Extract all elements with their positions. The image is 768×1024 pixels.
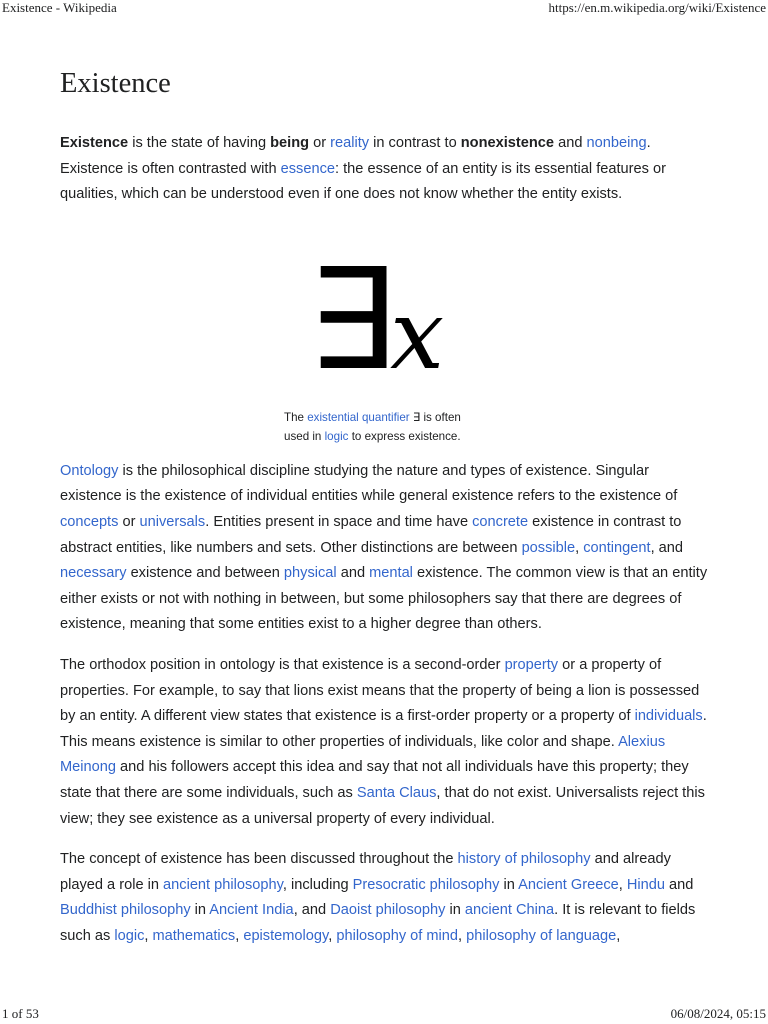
text-run: , including — [282, 876, 353, 893]
text-run: in — [499, 876, 519, 893]
text-run: and — [336, 565, 370, 582]
text-run: is the state of having — [128, 135, 271, 151]
link-concrete[interactable]: concrete — [472, 513, 529, 530]
link-ancient-philosophy[interactable]: ancient philosophy — [163, 876, 283, 893]
text-run: to express existence. — [348, 429, 461, 443]
text-run: existence. The common view is that an entity either exists or not with nothing in between, but some philosophers say that there are degrees of existence, meaning that some entities exist to a higher degree than others. — [60, 565, 708, 633]
figure-caption — [284, 408, 484, 446]
print-header-title: Existence - Wikipedia — [2, 0, 117, 15]
print-footer — [0, 1006, 768, 1024]
text-run: or a property of properties. For example, to say that lions exist means that the property of being a lion is possessed by an entity. A different view states that existence is a first-order property or a property of — [60, 656, 700, 725]
link-epistemology[interactable]: epistemology — [243, 927, 329, 944]
text-run: and already played a role in — [60, 851, 671, 893]
bold-term-existence: Existence — [60, 135, 129, 151]
link-philosophy-of-language[interactable]: philosophy of language — [466, 927, 617, 944]
link-ancient-china[interactable]: ancient China — [464, 902, 555, 919]
text-run: , that do not exist. Universalists reject this view; they see existence as a universal property of every individual. — [60, 784, 705, 827]
text-run: The orthodox position in ontology is that existence is a second-order — [60, 656, 505, 673]
print-header-url: https://en.m.wikipedia.org/wiki/Existence — [548, 0, 766, 15]
text-run: in — [445, 902, 465, 919]
bold-term-being: being — [270, 135, 310, 151]
link-alexius-meinong[interactable]: Alexius Meinong — [60, 733, 666, 776]
quantifier-symbol: ∃ — [307, 257, 396, 388]
link-ancient-india[interactable]: Ancient India — [209, 902, 294, 919]
text-run: , and — [650, 539, 684, 556]
intro-paragraph — [60, 131, 708, 208]
link-history-of-philosophy[interactable]: history of philosophy — [457, 851, 591, 868]
quantifier-figure — [60, 258, 708, 446]
property-paragraph — [60, 653, 708, 832]
link-buddhist-philosophy[interactable]: Buddhist philosophy — [60, 902, 191, 919]
link-hindu[interactable]: Hindu — [626, 876, 665, 893]
history-paragraph — [60, 847, 708, 949]
text-run: , and — [293, 902, 331, 919]
link-physical[interactable]: physical — [283, 565, 337, 582]
text-run: and his followers accept this idea and say that not all individuals have this property; they state that there are some individuals, such as — [60, 759, 689, 801]
link-concepts[interactable]: concepts — [60, 513, 119, 530]
link-possible[interactable]: possible — [521, 539, 576, 556]
link-contingent[interactable]: contingent — [583, 539, 651, 556]
link-ancient-greece[interactable]: Ancient Greece — [518, 876, 619, 893]
link-necessary[interactable]: necessary — [60, 565, 127, 582]
link-existential-quantifier[interactable]: existential quantifier — [307, 410, 410, 424]
link-logic[interactable]: logic — [324, 429, 349, 443]
page-counter: 1 of 53 — [2, 1006, 39, 1021]
text-run: or — [118, 513, 140, 530]
link-reality[interactable]: reality — [330, 135, 370, 151]
text-run: . Existence is often contrasted with — [60, 135, 651, 177]
text-run: The — [284, 410, 308, 424]
ontology-paragraph — [60, 459, 708, 638]
text-run: , — [458, 927, 467, 944]
link-philosophy-of-mind[interactable]: philosophy of mind — [336, 927, 459, 944]
text-run: existence and between — [126, 565, 284, 582]
link-mental[interactable]: mental — [369, 565, 413, 582]
variable-symbol: x — [390, 278, 445, 388]
link-individuals[interactable]: individuals — [634, 708, 703, 725]
existential-quantifier-image[interactable] — [60, 258, 708, 388]
text-run: , — [616, 927, 621, 944]
link-ontology[interactable]: Ontology — [60, 462, 119, 479]
text-run: The concept of existence has been discussed throughout the — [60, 851, 458, 868]
text-run: is the philosophical discipline studying the nature and types of existence. Singular existence is the existence of individual entities while general existence refers to the existence of — [60, 462, 678, 505]
text-run: , — [618, 876, 627, 893]
text-run: and — [664, 876, 694, 893]
print-header — [0, 0, 768, 18]
text-run: , — [328, 927, 337, 944]
quantifier-symbol-graphic — [304, 258, 464, 388]
link-universals[interactable]: universals — [139, 513, 206, 530]
text-run: . It is relevant to fields such as — [60, 902, 696, 944]
bold-term-nonexistence: nonexistence — [460, 135, 555, 151]
text-run: , — [575, 539, 584, 556]
text-run: . This means existence is similar to other properties of individuals, like color and shape. — [60, 708, 707, 750]
link-santa-claus[interactable]: Santa Claus — [356, 784, 437, 801]
text-run: in contrast to — [369, 135, 461, 151]
link-daoist-philosophy[interactable]: Daoist philosophy — [330, 902, 446, 919]
link-logic-field[interactable]: logic — [114, 927, 145, 944]
text-run: existence in contrast to abstract entities, like numbers and sets. Other distinctions are between — [60, 513, 682, 556]
link-nonbeing[interactable]: nonbeing — [586, 135, 647, 151]
link-property[interactable]: property — [504, 656, 559, 673]
text-run: : the essence of an entity is its essential features or qualities, which can be understood even if one does not know whether the entity exists. — [60, 160, 666, 203]
link-essence[interactable]: essence — [280, 160, 335, 177]
text-run: ∃ is often used in — [284, 410, 461, 443]
text-run: , — [235, 927, 244, 944]
text-run: and — [554, 135, 587, 151]
print-datetime: 06/08/2024, 05:15 — [670, 1006, 766, 1021]
text-run: . Entities present in space and time have — [205, 513, 473, 530]
page-title: Existence — [60, 68, 171, 99]
text-run: , — [144, 927, 153, 944]
text-run: in — [190, 902, 210, 919]
link-mathematics[interactable]: mathematics — [152, 927, 236, 944]
link-presocratic-philosophy[interactable]: Presocratic philosophy — [352, 876, 500, 893]
text-run: or — [309, 135, 331, 151]
article-content — [60, 66, 708, 949]
